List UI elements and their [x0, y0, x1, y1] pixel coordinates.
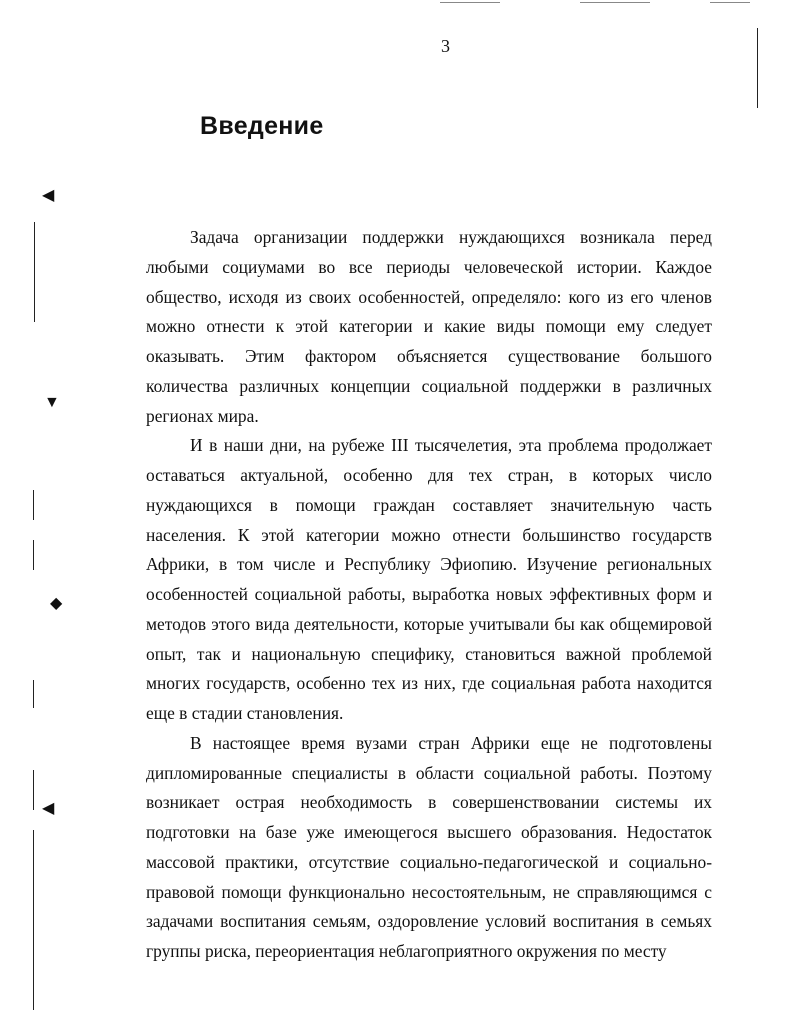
margin-arrow-mark: ◀	[42, 187, 55, 204]
scan-left-margin-line	[33, 490, 34, 520]
margin-arrow-mark: ▼	[44, 394, 60, 411]
scan-top-dash	[580, 2, 650, 3]
scan-left-margin-line	[34, 222, 35, 322]
page-number: 3	[441, 36, 450, 56]
paragraph-2: И в наши дни, на рубеже III тысячелетия, эта проблема продолжает оставаться актуальной, особенно для тех стран, в которых число нуждающихся в помощи граждан составляет значительную часть населения. К этой категории можно отнести большинство государств Африки, в том числе и Республику Эфиопию. Изучение региональных особенностей социальной работы, выработка новых эффективных форм и методов этого вида деятельности, которые учитывали бы как общемировой опыт, так и национальную специфику, становиться важной проблемой многих государств, особенно тех из них, где социальная работа находится еще в стадии становления.	[146, 435, 712, 723]
scan-top-dash	[440, 2, 500, 3]
margin-arrow-mark: ◆	[50, 595, 63, 612]
scan-left-margin-line	[33, 680, 34, 708]
paragraph-3: В настоящее время вузами стран Африки еще не подготовлены дипломированные специалисты в области социальной работы. Поэтому возникает острая необходимость в совершенствовании системы их подготовки на базе уже имеющегося высшего образования. Недостаток массовой практики, отсутствие социально-педагогической и социально-правовой помощи функционально несостоятельным, не справляющимся с задачами воспитания семьям, оздоровление условий воспитания в семьях группы риска, переориентация неблагоприятного окружения по месту	[146, 732, 712, 961]
scan-top-dash	[710, 2, 750, 3]
scan-left-margin-line	[33, 770, 34, 810]
section-title: Введение	[200, 112, 324, 140]
scan-left-margin-line	[33, 540, 34, 570]
paragraph-1: Задача организации поддержки нуждающихся возникала перед любыми социумами во все периоды человеческой истории. Каждое общество, исходя из своих особенностей, определяло: кого из его членов можно отнести к этой категории и какие виды помощи ему следует оказывать. Этим фактором объясняется существование большого количества различных концепции социальной поддержки в различных регионах мира.	[146, 227, 712, 426]
body-text	[146, 223, 712, 967]
scan-left-margin-line	[33, 830, 34, 1010]
margin-arrow-mark: ◀	[42, 800, 55, 817]
